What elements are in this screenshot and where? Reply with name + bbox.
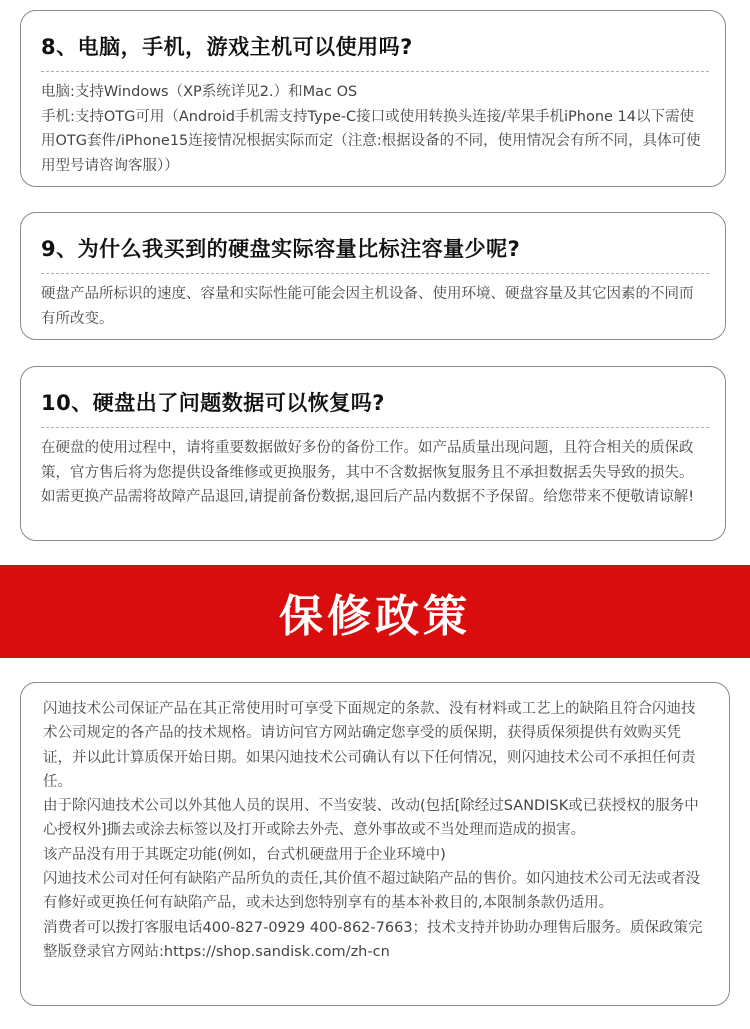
faq-question-9: 9、为什么我买到的硬盘实际容量比标注容量少呢? — [41, 237, 521, 261]
policy-paragraph: 闪迪技术公司对任何有缺陷产品所负的责任,其价值不超过缺陷产品的售价。如闪迪技术公司无法或者没有修好或更换任何有缺陷产品，或未达到您特别享有的基本补救目的,本限制条款仍适用。 — [43, 871, 701, 912]
faq-answer-8 — [21, 72, 725, 178]
faq-answer-10 — [21, 428, 725, 510]
policy-paragraph: 该产品没有用于其既定功能(例如，台式机硬盘用于企业环境中) — [43, 846, 446, 863]
faq-answer-9 — [21, 274, 725, 331]
warranty-policy-card — [20, 682, 730, 1006]
answer-line: 手机:支持OTG可用（Android手机需支持Type-C接口或使用转换头连接/苹果手机iPhone 14以下需使用OTG套件/iPhone15连接情况根据实际而定（注意:根据设备的不同，使用情况会有所不同，具体可使用型号请咨询客服）） — [41, 108, 701, 174]
answer-line: 电脑:支持Windows（XP系统详见2.）和Mac OS — [41, 84, 358, 100]
policy-paragraph: 消费者可以拨打客服电话400-827-0929 400-862-7663；技术支持并协助办理售后服务。质保政策完整版登录官方网站:https://shop.sandisk.com/zh-cn — [43, 919, 703, 960]
policy-body — [43, 697, 709, 964]
faq-question-10: 10、硬盘出了问题数据可以恢复吗? — [41, 391, 385, 415]
policy-paragraph: 闪迪技术公司保证产品在其正常使用时可享受下面规定的条款、没有材料或工艺上的缺陷且符合闪迪技术公司规定的各产品的技术规格。请访问官方网站确定您享受的质保期，获得质保须提供有效购买凭证，并以此计算质保开始日期。如果闪迪技术公司确认有以下任何情况，则闪迪技术公司不承担任何责任。 — [43, 701, 696, 790]
policy-paragraph: 由于除闪迪技术公司以外其他人员的误用、不当安装、改动(包括[除经过SANDISK或已获授权的服务中心授权外]撕去或涂去标签以及打开或除去外壳、意外事故或不当处理而造成的损害。 — [43, 798, 699, 839]
faq-card-8 — [20, 10, 726, 187]
faq-card-9 — [20, 212, 726, 340]
answer-line: 硬盘产品所标识的速度、容量和实际性能可能会因主机设备、使用环境、硬盘容量及其它因素的不同而有所改变。 — [41, 286, 694, 327]
faq-card-10 — [20, 366, 726, 541]
warranty-policy-banner — [0, 565, 750, 658]
faq-question-8: 8、电脑，手机，游戏主机可以使用吗? — [41, 35, 413, 59]
banner-title: 保修政策 — [279, 590, 471, 642]
answer-line: 在硬盘的使用过程中，请将重要数据做好多份的备份工作。如产品质量出现问题，且符合相关的质保政策，官方售后将为您提供设备维修或更换服务，其中不含数据恢复服务且不承担数据丢失导致的损失。如需更换产品需将故障产品退回,请提前备份数据,退回后产品内数据不予保留。给您带来不便敬请谅解! — [41, 440, 695, 505]
